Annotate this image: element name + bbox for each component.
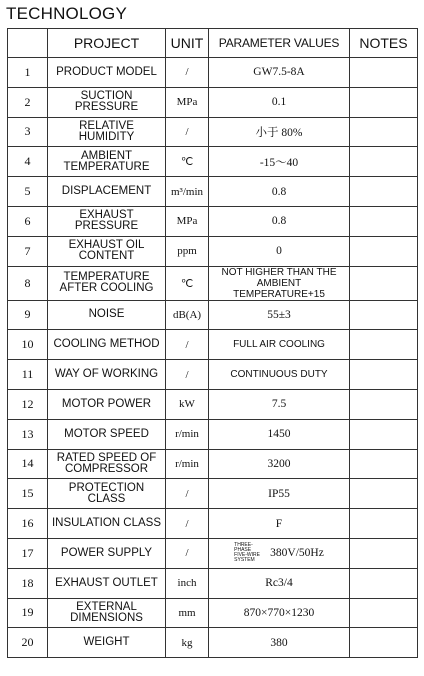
row-value: 小于 80%	[209, 117, 350, 147]
header-parameter-values: PARAMETER VALUES	[209, 29, 350, 58]
row-notes	[350, 568, 418, 598]
row-notes	[350, 389, 418, 419]
row-number: 19	[8, 598, 48, 628]
row-value-text: 380V/50Hz	[270, 547, 324, 560]
row-unit: dB(A)	[166, 300, 209, 330]
table-header-row	[8, 29, 418, 58]
row-notes	[350, 236, 418, 266]
row-project: EXHAUST PRESSURE	[48, 206, 166, 236]
row-value: NOT HIGHER THAN THE AMBIENT TEMPERATURE+15	[209, 266, 350, 300]
row-value: Rc3/4	[209, 568, 350, 598]
row-number: 13	[8, 419, 48, 449]
row-notes	[350, 117, 418, 147]
row-number: 9	[8, 300, 48, 330]
row-number: 12	[8, 389, 48, 419]
row-number: 3	[8, 117, 48, 147]
row-value: 1450	[209, 419, 350, 449]
table-row	[8, 147, 418, 177]
table-row	[8, 479, 418, 509]
row-number: 4	[8, 147, 48, 177]
row-unit: /	[166, 509, 209, 539]
row-number: 5	[8, 177, 48, 207]
row-value: FULL AIR COOLING	[209, 330, 350, 360]
row-number: 18	[8, 568, 48, 598]
row-unit: MPa	[166, 206, 209, 236]
table-row	[8, 236, 418, 266]
row-unit: ppm	[166, 236, 209, 266]
row-number: 2	[8, 87, 48, 117]
row-project: SUCTION PRESSURE	[48, 87, 166, 117]
row-number: 11	[8, 360, 48, 390]
row-value: 380	[209, 628, 350, 658]
table-row	[8, 330, 418, 360]
row-project: DISPLACEMENT	[48, 177, 166, 207]
table-row	[8, 300, 418, 330]
row-value: 7.5	[209, 389, 350, 419]
row-notes	[350, 147, 418, 177]
row-notes	[350, 538, 418, 568]
row-number: 8	[8, 266, 48, 300]
row-number: 14	[8, 449, 48, 479]
row-value: -15～40	[209, 147, 350, 177]
row-value: CONTINUOUS DUTY	[209, 360, 350, 390]
row-value: 0.1	[209, 87, 350, 117]
row-unit: /	[166, 330, 209, 360]
page-title: TECHNOLOGY	[6, 4, 128, 23]
row-unit: /	[166, 58, 209, 88]
table-row	[8, 117, 418, 147]
table-row	[8, 177, 418, 207]
row-notes	[350, 330, 418, 360]
row-project: RELATIVE HUMIDITY	[48, 117, 166, 147]
row-number: 6	[8, 206, 48, 236]
row-value: 0.8	[209, 206, 350, 236]
row-project: POWER SUPPLY	[48, 538, 166, 568]
row-project: PROTECTION CLASS	[48, 479, 166, 509]
table-row	[8, 509, 418, 539]
table-row	[8, 389, 418, 419]
row-unit: ℃	[166, 266, 209, 300]
header-no	[8, 29, 48, 58]
row-value: 0.8	[209, 177, 350, 207]
row-unit: /	[166, 479, 209, 509]
row-project: EXTERNAL DIMENSIONS	[48, 598, 166, 628]
row-project: TEMPERATURE AFTER COOLING	[48, 266, 166, 300]
row-number: 15	[8, 479, 48, 509]
row-notes	[350, 628, 418, 658]
row-notes	[350, 300, 418, 330]
row-unit: /	[166, 117, 209, 147]
table-row	[8, 419, 418, 449]
row-number: 20	[8, 628, 48, 658]
row-value: GW7.5-8A	[209, 58, 350, 88]
row-notes	[350, 177, 418, 207]
row-unit: kg	[166, 628, 209, 658]
row-unit: mm	[166, 598, 209, 628]
row-value: 3200	[209, 449, 350, 479]
row-project: RATED SPEED OF COMPRESSOR	[48, 449, 166, 479]
row-notes	[350, 509, 418, 539]
row-notes	[350, 206, 418, 236]
row-value: IP55	[209, 479, 350, 509]
row-number: 16	[8, 509, 48, 539]
row-project: WAY OF WORKING	[48, 360, 166, 390]
row-project: AMBIENT TEMPERATURE	[48, 147, 166, 177]
row-notes	[350, 266, 418, 300]
table-row	[8, 568, 418, 598]
table-row	[8, 206, 418, 236]
row-value: 55±3	[209, 300, 350, 330]
row-notes	[350, 58, 418, 88]
row-number: 1	[8, 58, 48, 88]
row-notes	[350, 479, 418, 509]
row-project: WEIGHT	[48, 628, 166, 658]
row-project: MOTOR POWER	[48, 389, 166, 419]
row-notes	[350, 449, 418, 479]
row-unit: /	[166, 360, 209, 390]
table-row	[8, 449, 418, 479]
table-row	[8, 266, 418, 300]
row-number: 10	[8, 330, 48, 360]
row-project: NOISE	[48, 300, 166, 330]
table-row	[8, 628, 418, 658]
row-project: PRODUCT MODEL	[48, 58, 166, 88]
row-unit: m³/min	[166, 177, 209, 207]
row-value: F	[209, 509, 350, 539]
row-notes	[350, 360, 418, 390]
row-unit: inch	[166, 568, 209, 598]
row-unit: kW	[166, 389, 209, 419]
row-number: 17	[8, 538, 48, 568]
row-unit: r/min	[166, 419, 209, 449]
row-project: EXHAUST OIL CONTENT	[48, 236, 166, 266]
row-unit: /	[166, 538, 209, 568]
row-notes	[350, 598, 418, 628]
table-row	[8, 598, 418, 628]
row-unit: r/min	[166, 449, 209, 479]
row-project: INSULATION CLASS	[48, 509, 166, 539]
spec-table	[7, 28, 418, 658]
row-notes	[350, 87, 418, 117]
header-notes: NOTES	[350, 29, 418, 58]
row-project: MOTOR SPEED	[48, 419, 166, 449]
table-row	[8, 58, 418, 88]
row-notes	[350, 419, 418, 449]
header-project: PROJECT	[48, 29, 166, 58]
table-row	[8, 538, 418, 568]
table-row	[8, 87, 418, 117]
row-unit: ℃	[166, 147, 209, 177]
row-value: 870×770×1230	[209, 598, 350, 628]
row-number: 7	[8, 236, 48, 266]
header-unit: UNIT	[166, 29, 209, 58]
row-value-prefix: THREE-PHASE FIVE-WIRE SYSTEM	[234, 542, 260, 564]
row-project: EXHAUST OUTLET	[48, 568, 166, 598]
row-unit: MPa	[166, 87, 209, 117]
table-row	[8, 360, 418, 390]
row-value: 0	[209, 236, 350, 266]
row-value	[209, 538, 350, 568]
row-project: COOLING METHOD	[48, 330, 166, 360]
